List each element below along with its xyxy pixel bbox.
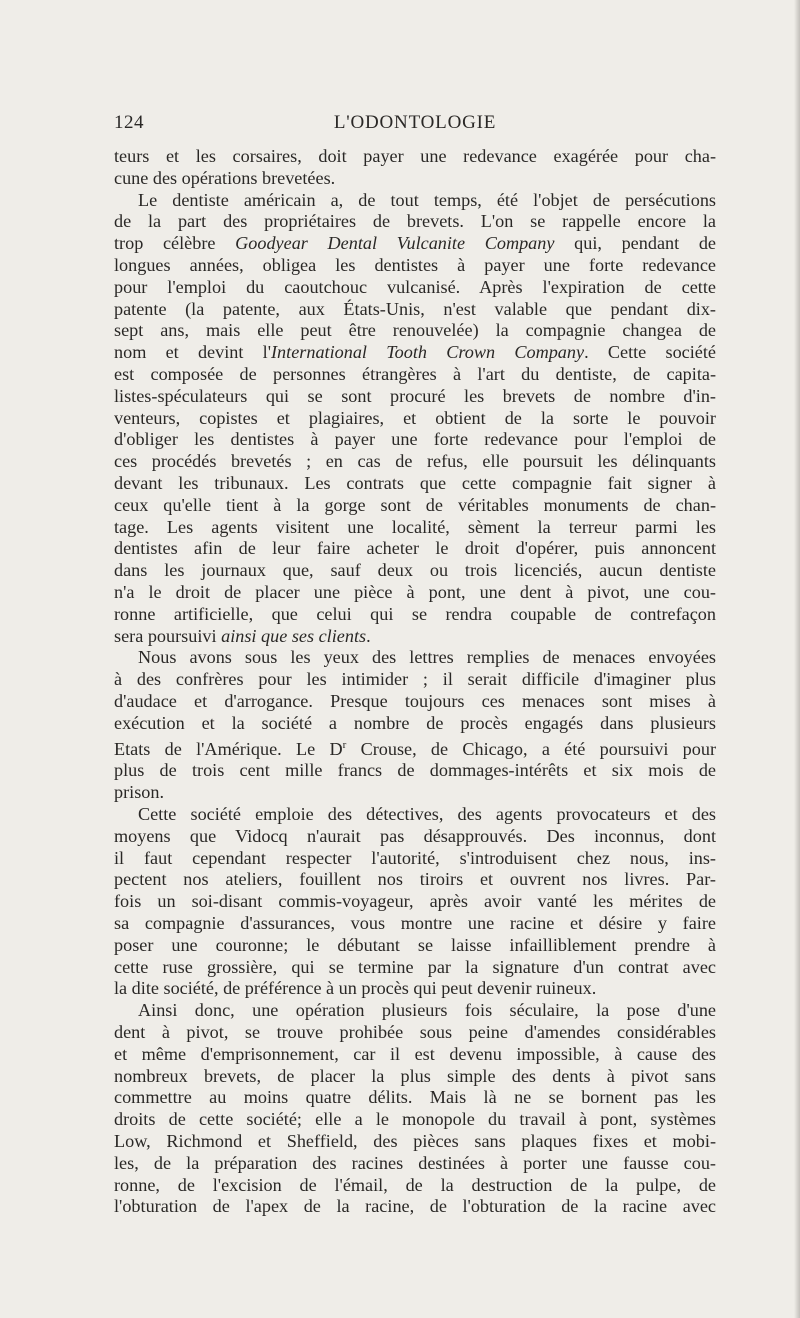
text-line: moyens que Vidocq n'aurait pas désapprouvés. Des inconnus, dont (114, 825, 716, 846)
text-line: plus de trois cent mille francs de dommages-intérêts et six mois de (114, 760, 716, 781)
text-line: Ainsi donc, une opération plusieurs fois séculaire, la pose d'une (138, 1000, 716, 1021)
page-header (114, 112, 716, 142)
text-line: longues années, obligea les dentistes à payer une forte redevance (114, 254, 716, 275)
text-line: les, de la préparation des racines destinées à porter une fausse cou- (114, 1152, 716, 1173)
page-number: 124 (114, 112, 144, 133)
text-line: exécution et la société a nombre de procès engagés dans plusieurs (114, 712, 716, 733)
text-line: teurs et les corsaires, doit payer une redevance exagérée pour cha- (114, 146, 716, 166)
text-line: prison. (114, 782, 165, 803)
superscript: r (342, 738, 347, 751)
body-text (114, 146, 716, 1218)
text-line: sera poursuivi ainsi que ses clients. (114, 625, 371, 646)
text-line: cette ruse grossière, qui se termine par la signature d'un contrat avec (114, 956, 716, 977)
text-line: pour l'emploi du caoutchouc vulcanisé. Après l'expiration de cette (114, 276, 716, 297)
text-line: et même d'emprisonnement, car il est devenu impossible, à cause des (114, 1043, 716, 1064)
text-line: devant les tribunaux. Les contrats que cette compagnie fait signer à (114, 472, 716, 493)
text-line: nombreux brevets, de placer la plus simple des dents à pivot sans (114, 1065, 716, 1086)
text-line: sa compagnie d'assurances, vous montre une racine et désire y faire (114, 912, 716, 933)
italic-phrase: ainsi que ses clients (221, 625, 367, 646)
text-line: la dite société, de préférence à un procès qui peut devenir ruineux. (114, 978, 597, 999)
text-line: Le dentiste américain a, de tout temps, été l'objet de persécutions (138, 189, 716, 210)
text-line: n'a le droit de placer une pièce à pont, une dent à pivot, une cou- (114, 581, 716, 602)
running-title: L'ODONTOLOGIE (333, 112, 497, 133)
text-line: ces procédés brevetés ; en cas de refus, elle poursuit les délinquants (114, 451, 716, 472)
text-line: ronne artificielle, que celui qui se rendra coupable de contrefaçon (114, 603, 716, 624)
text-line: de la part des propriétaires de brevets. L'on se rappelle encore la (114, 211, 716, 232)
text-line: commettre au moins quatre délits. Mais là ne se bornent pas les (114, 1087, 716, 1108)
text-line: tage. Les agents visitent une localité, sèment la terreur parmi les (114, 516, 716, 537)
text-line: nom et devint l'International Tooth Crown Company. Cette société (114, 342, 716, 363)
text-line: cune des opérations brevetées. (114, 167, 336, 188)
company-name-italic: International Tooth Crown Company (271, 342, 585, 363)
text-line: venteurs, copistes et plagiaires, et obtient de la sorte le pouvoir (114, 407, 716, 428)
text-line: Cette société emploie des détectives, des agents provocateurs et des (138, 803, 716, 824)
text-line: ceux qu'elle tient à la gorge sont de véritables monuments de chan- (114, 494, 716, 515)
text-line: Nous avons sous les yeux des lettres remplies de menaces envoyées (138, 647, 716, 668)
text-line: pectent nos ateliers, fouillent nos tiroirs et ouvrent nos livres. Par- (114, 869, 716, 890)
text-line: ronne, de l'excision de l'émail, de la destruction de la pulpe, de (114, 1174, 716, 1195)
text-line: patente (la patente, aux États-Unis, n'est valable que pendant dix- (114, 298, 716, 319)
text-line: droits de cette société; elle a le monopole du travail à pont, systèmes (114, 1109, 716, 1130)
text-line: dentistes afin de leur faire acheter le droit d'opérer, puis annoncent (114, 538, 716, 559)
text-line: listes-spéculateurs qui se sont procuré les brevets de nombre d'in- (114, 385, 716, 406)
text-line: fois un soi-disant commis-voyageur, après avoir vanté les mérites de (114, 891, 716, 912)
text-line: dent à pivot, se trouve prohibée sous peine d'amendes considérables (114, 1021, 716, 1042)
text-line: trop célèbre Goodyear Dental Vulcanite Company qui, pendant de (114, 233, 716, 254)
text-line: à des confrères pour les intimider ; il serait difficile d'imaginer plus (114, 669, 716, 690)
text-line: dans les journaux que, sauf deux ou trois licenciés, aucun dentiste (114, 560, 716, 581)
text-line: Low, Richmond et Sheffield, des pièces sans plaques fixes et mobi- (114, 1130, 716, 1151)
text-line: il faut cependant respecter l'autorité, s'introduisent chez nous, ins- (114, 847, 716, 868)
text-line: poser une couronne; le débutant se laisse infailliblement prendre à (114, 934, 716, 955)
company-name-italic: Goodyear Dental Vulcanite Company (235, 233, 555, 254)
text-line: l'obturation de l'apex de la racine, de l'obturation de la racine avec (114, 1196, 716, 1217)
text-line: est composée de personnes étrangères à l'art du dentiste, de capita- (114, 363, 716, 384)
page-edge-shadow (794, 0, 800, 1318)
text-line: sept ans, mais elle peut être renouvelée) la compagnie changea de (114, 320, 716, 341)
text-line: d'audace et d'arrogance. Presque toujours ces menaces sont mises à (114, 690, 716, 711)
text-line: Etats de l'Amérique. Le $D^r$ Crouse, de Chicago, a été poursuivi pour (114, 738, 717, 759)
text-line: d'obliger les dentistes à payer une forte redevance pour l'emploi de (114, 429, 716, 450)
